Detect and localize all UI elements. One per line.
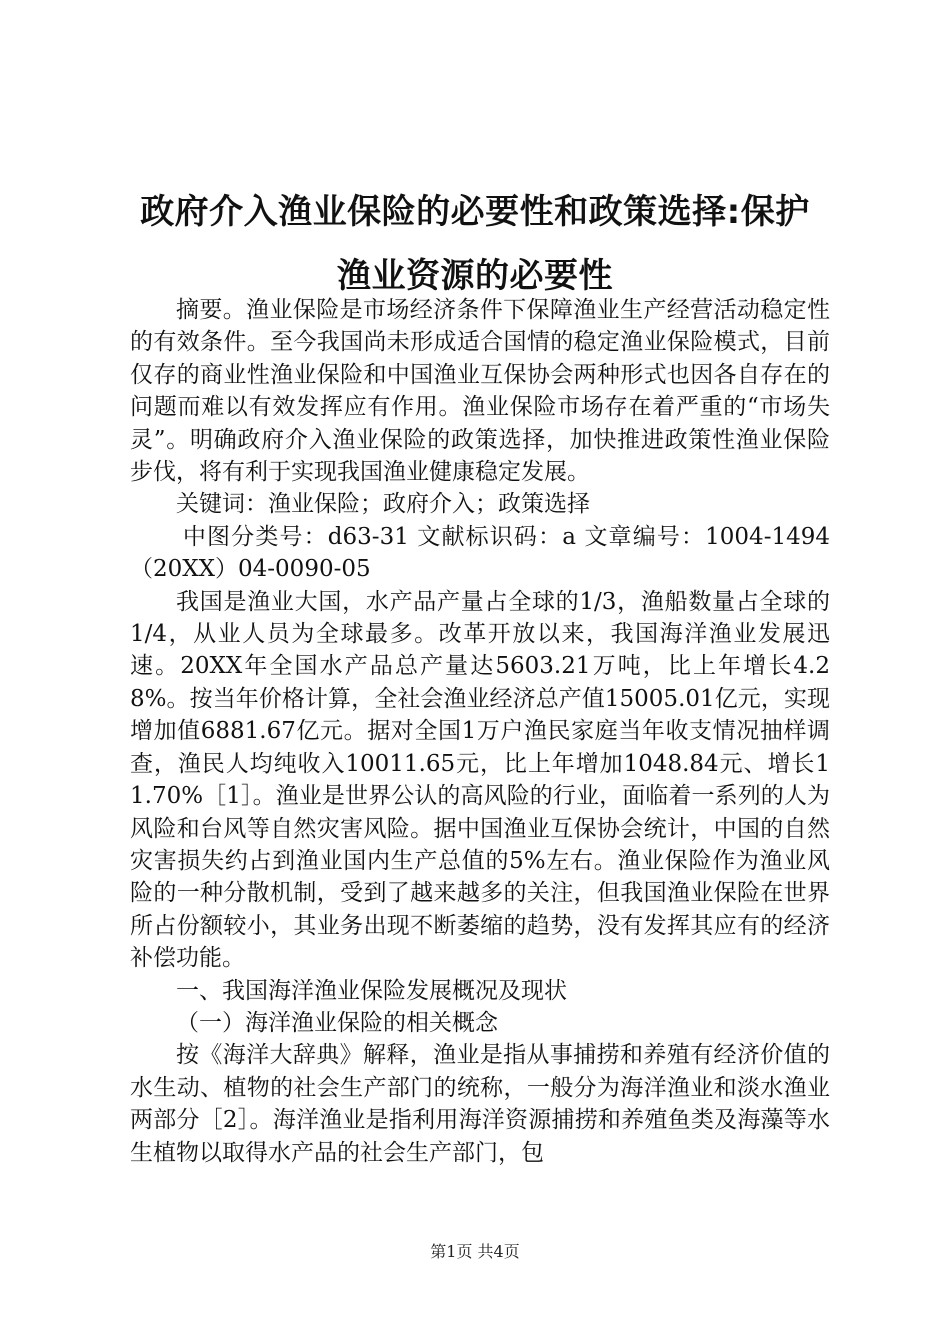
concept-paragraph: 按《海洋大辞典》解释，渔业是指从事捕捞和养殖有经济价值的水生动、植物的社会生产部门的统称，一般分为海洋渔业和淡水渔业两部分［2］。海洋渔业是指利用海洋资源捕捞和养殖鱼类及海藻等水生植物以取得水产品的社会生产部门，包 xyxy=(130,1042,830,1166)
abstract-paragraph: 摘要。渔业保险是市场经济条件下保障渔业生产经营活动稳定性的有效条件。至今我国尚未形成适合国情的稳定渔业保险模式，目前仅存的商业性渔业保险和中国渔业互保协会两种形式也因各自存在的问题而难以有效发挥应有作用。渔业保险市场存在着严重的“市场失灵”。明确政府介入渔业保险的政策选择，加快推进政策性渔业保险步伐，将有利于实现我国渔业健康稳定发展。 xyxy=(130,297,830,486)
section-heading-1: 一、我国海洋渔业保险发展概况及现状 xyxy=(176,977,567,1004)
title-line-2: 渔业资源的必要性 xyxy=(337,256,613,296)
subsection-heading-1: （一）海洋渔业保险的相关概念 xyxy=(176,1009,498,1036)
document-body xyxy=(130,294,830,1169)
classification-paragraph: 中图分类号：d63-31 文献标识码：a 文章编号：1004-1494（20XX）04-0090-05 xyxy=(130,523,830,583)
page-footer: 第1页 共4页 xyxy=(430,1242,520,1261)
intro-paragraph: 我国是渔业大国，水产品产量占全球的1/3，渔船数量占全球的1/4，从业人员为全球最多。改革开放以来，我国海洋渔业发展迅速。20XX年全国水产品总产量达5603.21万吨，比上年增长4.28%。按当年价格计算，全社会渔业经济总产值15005.01亿元，实现增加值6881.67亿元。据对全国1万户渔民家庭当年收支情况抽样调查，渔民人均纯收入10011.65元，比上年增加1048.84元、增长11.70%［1］。渔业是世界公认的高风险的行业，面临着一系列的人为风险和台风等自然灾害风险。据中国渔业互保协会统计，中国的自然灾害损失约占到渔业国内生产总值的5%左右。渔业保险作为渔业风险的一种分散机制，受到了越来越多的关注，但我国渔业保险在世界所占份额较小，其业务出现不断萎缩的趋势，没有发挥其应有的经济补偿功能。 xyxy=(130,588,830,972)
keywords-paragraph: 关键词：渔业保险；政府介入；政策选择 xyxy=(176,491,590,518)
document-title xyxy=(120,180,830,308)
title-line-1: 政府介入渔业保险的必要性和政策选择:保护 xyxy=(140,192,810,232)
